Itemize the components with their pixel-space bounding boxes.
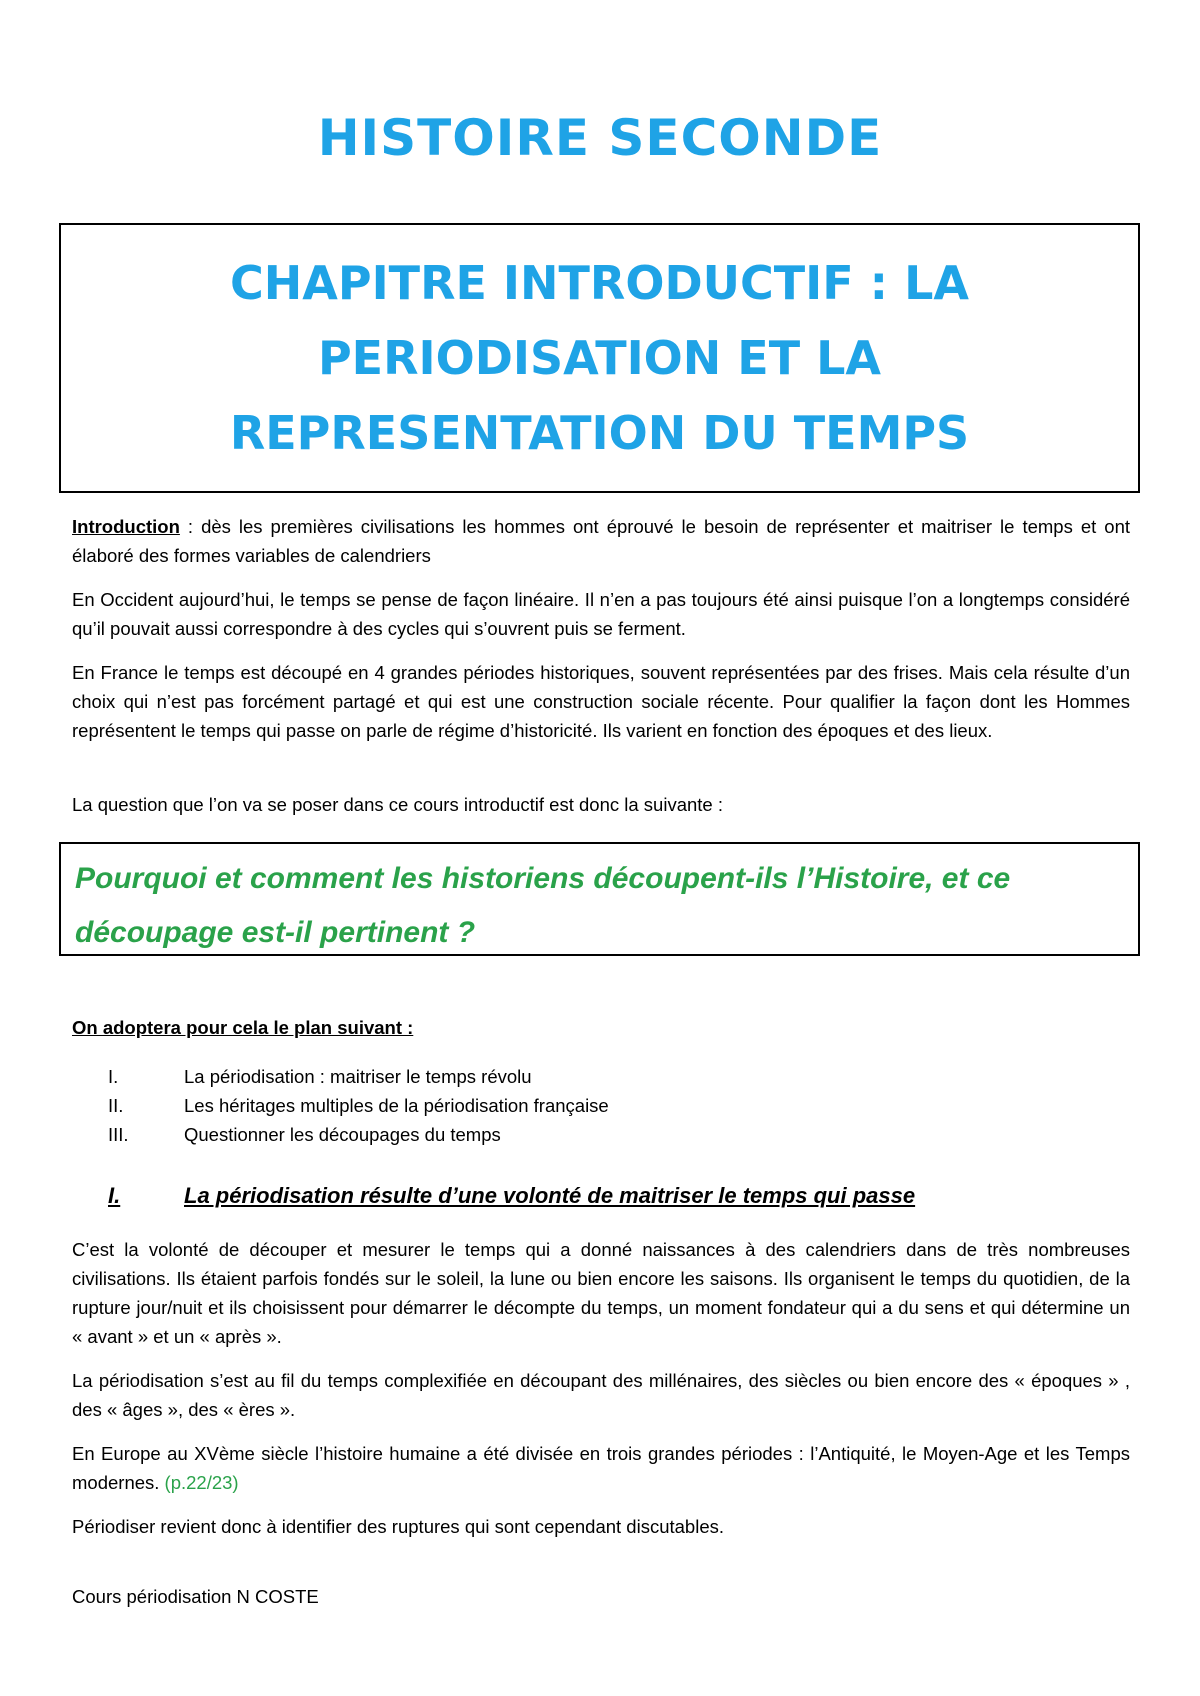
page-footer: Cours périodisation N COSTE: [72, 1586, 319, 1607]
plan-item-number: II.: [108, 1095, 124, 1116]
problematic-box: [59, 842, 1140, 956]
page-reference: (p.22/23): [164, 1472, 239, 1493]
section-1-paragraph-3-text: En Europe au XVème siècle l’histoire humaine a été divisée en trois grandes périodes : l’Antiquité, le Moyen-Age et les Temps modernes.: [72, 1443, 1130, 1493]
chapter-title-line-1: CHAPITRE INTRODUCTIF : LA: [230, 255, 969, 310]
plan-heading-paragraph: [72, 1013, 1130, 1042]
chapter-title: [100, 246, 1100, 471]
introduction-label: Introduction: [72, 516, 180, 537]
section-1-title: La périodisation résulte d’une volonté de maitriser le temps qui passe: [184, 1183, 916, 1208]
chapter-title-line-2: PERIODISATION ET LA: [317, 330, 882, 385]
plan-item: [108, 1062, 1108, 1091]
occident-paragraph: En Occident aujourd’hui, le temps se pense de façon linéaire. Il n’en a pas toujours été ainsi puisque l’on a longtemps considéré qu’il pouvait aussi correspondre à des cycles qui s’ouvrent puis se ferment.: [72, 589, 1130, 639]
plan-heading: On adoptera pour cela le plan suivant :: [72, 1017, 414, 1038]
plan-item-text: Les héritages multiples de la périodisation française: [184, 1095, 609, 1116]
problematic-question: Pourquoi et comment les historiens découpent-ils l’Histoire, et ce découpage est-il pertinent ?: [75, 862, 1011, 949]
plan-item-number: III.: [108, 1124, 129, 1145]
section-1-paragraph-4: Périodiser revient donc à identifier des ruptures qui sont cependant discutables.: [72, 1516, 724, 1537]
section-1-paragraph-2: La périodisation s’est au fil du temps complexifiée en découpant des millénaires, des siècles ou bien encore des « époques » , des « âges », des « ères ».: [72, 1370, 1130, 1420]
plan-item-text: Questionner les découpages du temps: [184, 1124, 501, 1145]
page-title: HISTOIRE SECONDE: [317, 109, 883, 167]
introduction-text: dès les premières civilisations les hommes ont éprouvé le besoin de représenter et maitriser le temps et ont élaboré des formes variables de calendriers: [72, 516, 1130, 566]
introduction-separator: :: [179, 516, 202, 537]
plan-item: [108, 1091, 1108, 1120]
chapter-title-box: [59, 223, 1140, 493]
section-1-number: I.: [108, 1183, 121, 1208]
france-paragraph: En France le temps est découpé en 4 grandes périodes historiques, souvent représentées par des frises. Mais cela résulte d’un choix qui n’est pas forcément partagé et qui est une construction sociale récente. Pour qualifier la façon dont les Hommes représentent le temps qui passe on parle de régime d’historicité. Ils varient en fonction des époques et des lieux.: [72, 662, 1130, 741]
section-1-paragraph-3: [72, 1439, 1130, 1497]
question-intro-paragraph: La question que l’on va se poser dans ce cours introductif est donc la suivante :: [72, 794, 723, 815]
plan-list: [108, 1062, 1108, 1149]
section-1-paragraph-1: C’est la volonté de découper et mesurer le temps qui a donné naissances à des calendriers dans de très nombreuses civilisations. Ils étaient parfois fondés sur le soleil, la lune ou bien encore les saisons. Ils organisent le temps du quotidien, de la rupture jour/nuit et ils choisissent pour démarrer le décompte du temps, un moment fondateur qui a du sens et qui détermine un « avant » et un « après ».: [72, 1239, 1130, 1347]
plan-item-text: La périodisation : maitriser le temps révolu: [184, 1066, 532, 1087]
introduction-paragraph: [72, 512, 1130, 570]
plan-item-number: I.: [108, 1066, 119, 1087]
plan-item: [108, 1120, 1108, 1149]
section-1-heading: [108, 1180, 1108, 1212]
chapter-title-line-3: REPRESENTATION DU TEMPS: [229, 405, 970, 460]
